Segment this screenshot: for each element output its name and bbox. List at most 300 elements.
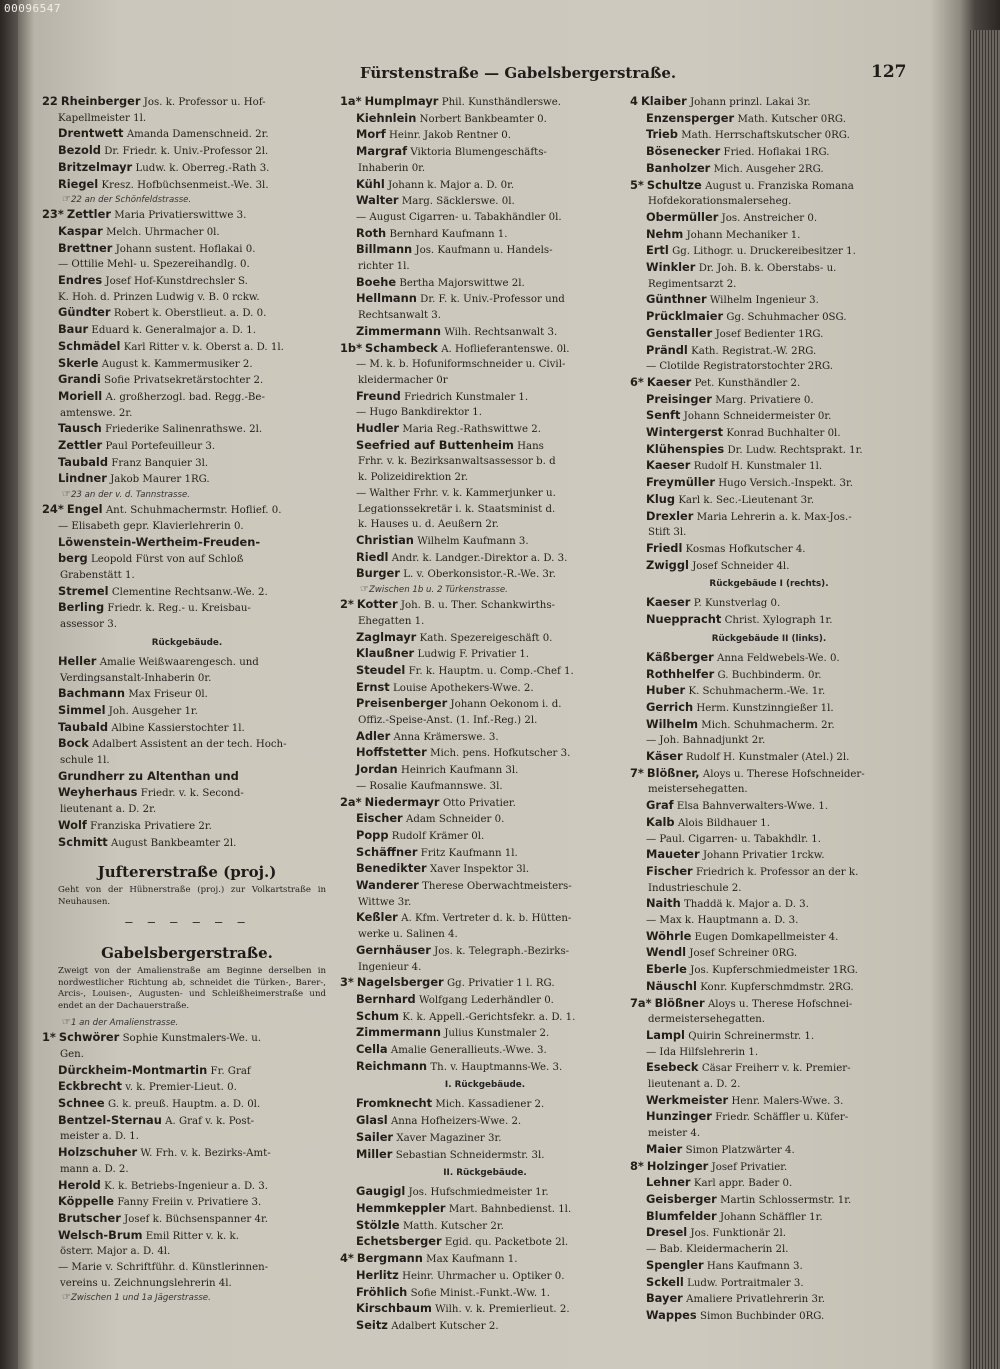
entry-details: Matth. Kutscher 2r. [402, 1220, 504, 1232]
directory-entry [42, 736, 332, 753]
surname: Riedl [356, 549, 389, 564]
surname: Weyherhaus [58, 785, 138, 800]
surname: Heller [58, 653, 97, 668]
surname: Adler [356, 728, 391, 743]
directory-entry [42, 1194, 332, 1211]
directory-entry [42, 1129, 332, 1145]
directory-entry [42, 769, 332, 786]
surname: Enzensperger [646, 110, 735, 125]
entry-details: Industrieschule 2. [648, 882, 742, 894]
entry-details: Quirin Schreinermstr. 1. [688, 1030, 815, 1042]
directory-entry [42, 535, 332, 552]
directory-entry [630, 896, 908, 913]
directory-entry [630, 475, 908, 492]
directory-entry [340, 566, 630, 583]
entry-details: Gg. Privatier 1 l. RG. [446, 978, 555, 990]
entry-details: Marg. Säcklerswe. 0l. [401, 196, 515, 208]
directory-entry [42, 753, 332, 769]
surname: Schäffner [356, 844, 418, 859]
directory-entry [630, 815, 908, 832]
directory-entry [340, 1285, 630, 1302]
directory-entry [42, 177, 332, 194]
entry-details: Karl appr. Bader 0. [693, 1178, 793, 1190]
entry-details: P. Kunstverlag 0. [693, 598, 781, 610]
surname: Holzinger [646, 1158, 709, 1173]
surname: Hellmann [356, 291, 417, 306]
directory-entry [42, 305, 332, 322]
directory-entry [340, 517, 630, 533]
directory-entry [630, 650, 908, 667]
surname: Simmel [58, 702, 106, 717]
directory-entry [42, 290, 332, 306]
page-number: 127 [871, 62, 907, 82]
directory-entry [42, 568, 332, 584]
surname: Lehner [646, 1175, 691, 1190]
directory-entry [340, 1234, 630, 1251]
entry-details: k. Hauses u. d. Aeußern 2r. [358, 519, 499, 531]
entry-details: Maria Reg.-Rathswittwe 2. [402, 424, 541, 436]
directory-entry [630, 667, 908, 684]
entry-details: Melch. Uhrmacher 0l. [106, 226, 220, 238]
entry-details: Henr. Malers-Wwe. 3. [731, 1095, 844, 1107]
entry-details: Ludw. Portraitmaler 3. [687, 1277, 804, 1289]
directory-entry [630, 683, 908, 700]
entry-details: Offiz.-Speise-Anst. (1. Inf.-Reg.) 2l. [358, 715, 538, 727]
surname: Herold [58, 1177, 101, 1192]
entry-details: Wilhelm Ingenieur 3. [709, 295, 819, 307]
directory-entry [340, 713, 630, 729]
surname: Prändl [646, 342, 688, 357]
surname: Rheinberger [60, 94, 141, 108]
surname: Zettler [58, 438, 103, 453]
entry-details: vereins u. Zeichnungslehrerin 4l. [60, 1277, 232, 1289]
directory-entry [42, 502, 332, 519]
directory-entry [630, 127, 908, 144]
directory-entry [42, 356, 332, 373]
entry-details: Wilh. Rechtsanwalt 3. [444, 326, 558, 338]
entry-details: — Marie v. Schriftführ. d. Künstlerinnen- [58, 1262, 269, 1274]
entry-details: — August Cigarren- u. Tabakhändler 0l. [356, 211, 562, 223]
directory-entry [340, 762, 630, 779]
entry-details: Anna Hofheizers-Wwe. 2. [390, 1116, 522, 1128]
surname: Schwörer [58, 1030, 120, 1045]
surname: Bock [58, 736, 89, 751]
entry-details: Sophie Kunstmalers-We. u. [122, 1033, 262, 1045]
directory-entry [42, 257, 332, 273]
directory-entry [630, 343, 908, 360]
entry-details: Joh. Ausgeher 1r. [108, 705, 198, 717]
entry-details: Friedrich k. Professor an der k. [695, 866, 859, 878]
directory-entry [630, 94, 908, 111]
entry-details: Maria Lehrerin a. k. Max-Jos.- [696, 511, 852, 523]
surname: Gernhäuser [356, 942, 431, 957]
directory-entry [630, 408, 908, 425]
directory-entry [42, 126, 332, 143]
street-description: Geht von der Hübnerstraße (proj.) zur Volkartstraße in Neuhausen. [58, 885, 326, 907]
directory-entry [630, 1175, 908, 1192]
entry-details: Martin Schlossermstr. 1r. [720, 1195, 852, 1206]
surname: Gerrich [646, 699, 694, 714]
surname: Taubald [58, 719, 108, 734]
surname: Wendl [646, 945, 687, 960]
entry-details: Hugo Versich.-Inspekt. 3r. [718, 478, 853, 490]
directory-entry [630, 309, 908, 326]
surname: Kaeser [646, 374, 692, 389]
entry-details: Grabenstätt 1. [60, 569, 135, 581]
directory-entry [340, 646, 630, 663]
surname: Roth [356, 225, 387, 240]
directory-entry [630, 260, 908, 277]
entry-details: Wolfgang Lederhändler 0. [419, 994, 554, 1006]
entry-details: — Ottilie Mehl- u. Spezereihandlg. 0. [58, 259, 250, 271]
directory-entry [42, 1276, 332, 1292]
surname: Prücklmaier [646, 309, 724, 324]
entry-details: Aloys u. Therese Hofschnei- [707, 998, 853, 1010]
entry-details: Jos. Anstreicher 0. [721, 212, 818, 224]
surname: Geisberger [646, 1192, 717, 1206]
house-number: 4 [630, 94, 638, 108]
directory-entry [630, 782, 908, 798]
entry-details: Jos. Kupferschmiedmeister 1RG. [690, 965, 858, 977]
entry-details: kleidermacher 0r [358, 374, 448, 386]
entry-details: — Rosalie Kaufmannswe. 3l. [356, 780, 503, 792]
directory-entry [630, 161, 908, 178]
entry-details: Johann Schäffler 1r. [719, 1211, 823, 1223]
directory-entry [630, 1308, 908, 1325]
directory-entry [630, 798, 908, 815]
page-id-label: 00096547 [4, 2, 61, 15]
entry-details: Rudolf H. Kunstmaler 1l. [693, 461, 823, 473]
surname: Billmann [356, 242, 413, 257]
directory-entry [630, 1109, 908, 1126]
entry-details: Mart. Bahnbedienst. 1l. [448, 1204, 572, 1215]
entry-details: Wittwe 3r. [358, 896, 412, 908]
entry-details: Rechtsanwalt 3. [358, 310, 442, 322]
surname: Bösenecker [646, 144, 721, 159]
entry-details: Amalie Generallieuts.-Wwe. 3. [390, 1045, 547, 1057]
entry-details: Anna Feldwebels-We. 0. [717, 652, 840, 664]
directory-entry [340, 895, 630, 911]
entry-details: Viktoria Blumengeschäfts- [410, 147, 547, 159]
directory-entry [630, 541, 908, 558]
entry-details: Fritz Kaufmann 1l. [420, 847, 518, 859]
directory-entry [340, 795, 630, 812]
directory-entry [42, 1047, 332, 1063]
directory-entry [340, 193, 630, 210]
surname: Banholzer [646, 160, 711, 175]
surname: Preisinger [646, 391, 712, 406]
directory-entry [630, 1291, 908, 1308]
entry-details: — Elisabeth gepr. Klavierlehrerin 0. [58, 520, 244, 532]
house-number: 1a* [340, 94, 362, 108]
entry-details: schule 1l. [60, 755, 110, 767]
directory-entry [42, 455, 332, 472]
entry-details: Kath. Registrat.-W. 2RG. [691, 345, 817, 357]
directory-entry [340, 1009, 630, 1026]
separator-dashes: — — — — — — [125, 915, 249, 930]
directory-entry [340, 943, 630, 960]
entry-details: Andr. k. Landger.-Direktor a. D. 3. [391, 552, 568, 564]
directory-entry [630, 326, 908, 343]
directory-entry [340, 470, 630, 486]
entry-details: Mich. Kassadiener 2. [435, 1099, 545, 1111]
surname: Echetsberger [356, 1234, 442, 1249]
surname: Baur [58, 322, 89, 337]
surname: Freund [356, 388, 401, 403]
entry-details: Bernhard Kaufmann 1. [389, 228, 508, 240]
entry-details: Adam Schneider 0. [405, 814, 505, 826]
surname: Fröhlich [356, 1284, 408, 1299]
directory-entry [340, 94, 630, 111]
entry-details: Johann Schneidermeister 0r. [683, 411, 832, 423]
directory-entry [42, 273, 332, 290]
entry-details: Stift 3l. [648, 527, 687, 539]
surname: Schnee [58, 1096, 105, 1111]
directory-entry [630, 700, 908, 717]
entry-details: Karl k. Sec.-Lieutenant 3r. [678, 494, 815, 506]
surname: Schum [356, 1008, 400, 1023]
surname: Kalb [646, 814, 675, 829]
entry-details: richter 1l. [358, 261, 410, 273]
entry-details: Ingenieur 4. [358, 961, 422, 973]
directory-entry [42, 241, 332, 258]
surname: Glasl [356, 1113, 388, 1128]
directory-entry [42, 1162, 332, 1178]
cross-street-note: ☞ 22 an der Schönfeldstrasse. [42, 193, 332, 207]
directory-entry [42, 1211, 332, 1228]
directory-entry [42, 519, 332, 535]
surname: Britzelmayr [58, 159, 133, 174]
directory-entry [340, 308, 630, 324]
surname: Fromknecht [356, 1096, 433, 1111]
entry-details: Herm. Kunstzinngießer 1l. [696, 702, 834, 714]
entry-details: amtenswe. 2r. [60, 407, 133, 419]
surname: Kaspar [58, 223, 103, 238]
street-heading: Juftererstraße (proj.) [97, 863, 277, 882]
directory-entry [630, 1142, 908, 1159]
directory-entry [42, 1178, 332, 1195]
directory-entry [42, 438, 332, 455]
directory-entry [340, 696, 630, 713]
surname: Eckbrecht [58, 1079, 122, 1094]
entry-details: Maria Privatierswittwe 3. [114, 210, 247, 222]
surname: Graf [646, 798, 674, 813]
directory-entry [340, 1130, 630, 1147]
surname: Rothhelfer [646, 666, 715, 681]
surname: Bergmann [356, 1251, 423, 1266]
directory-entry [42, 600, 332, 617]
surname: Esebeck [646, 1060, 699, 1075]
entry-details: Kresz. Hofbüchsenmeist.-We. 3l. [101, 179, 269, 191]
directory-entry [630, 1126, 908, 1142]
directory-entry [42, 111, 332, 127]
surname: Ertl [646, 243, 669, 258]
surname: Löwenstein-Wertheim-Freuden- [58, 534, 261, 549]
directory-entry [630, 210, 908, 227]
running-header [340, 60, 907, 88]
directory-entry [340, 405, 630, 421]
entry-details: August k. Kammermusiker 2. [101, 358, 253, 370]
entry-details: Ehegatten 1. [358, 615, 425, 627]
entry-details: Gen. [60, 1048, 84, 1060]
entry-details: Mich. pens. Hofkutscher 3. [430, 748, 571, 760]
entry-details: Amanda Damenschneid. 2r. [126, 129, 269, 141]
house-number: 6* [630, 374, 644, 389]
surname: Hoffstetter [356, 745, 427, 760]
entry-details: Emil Ritter v. k. k. [145, 1230, 239, 1242]
directory-entry [630, 612, 908, 629]
surname: Winkler [646, 260, 696, 275]
entry-details: Ludwig F. Privatier 1. [417, 649, 530, 661]
entry-details: Karl Ritter v. k. Oberst a. D. 1l. [123, 341, 284, 353]
entry-details: Pet. Kunsthändler 2. [694, 377, 801, 389]
entry-details: Hans Kaufmann 3. [706, 1260, 803, 1272]
entry-details: Johann Mechaniker 1. [686, 229, 801, 241]
entry-details: Friedr. k. Reg.- u. Kreisbau- [107, 603, 251, 615]
entry-details: Gg. Lithogr. u. Druckereibesitzer 1. [672, 246, 856, 258]
surname: Welsch-Brum [58, 1227, 143, 1242]
surname: Eberle [646, 962, 687, 977]
entry-details: Marg. Privatiere 0. [715, 394, 814, 406]
surname: Nueppracht [646, 612, 722, 627]
directory-entry [630, 558, 908, 575]
directory-entry [42, 802, 332, 818]
directory-entry [630, 847, 908, 864]
surname: Seitz [356, 1317, 388, 1332]
directory-entry [42, 143, 332, 160]
entry-details: Egid. qu. Packetbote 2l. [444, 1237, 569, 1249]
surname: Kaeser [646, 595, 691, 610]
directory-entry [630, 749, 908, 766]
surname: Käser [646, 749, 683, 764]
directory-entry [340, 597, 630, 614]
cross-street-note: ☞ 23 an der v. d. Tannstrasse. [42, 488, 332, 502]
surname: Kiehnlein [356, 110, 417, 125]
directory-entry [42, 1228, 332, 1245]
directory-entry [340, 502, 630, 518]
directory-entry [42, 1079, 332, 1096]
entry-details: Franz Banquier 3l. [111, 457, 209, 469]
directory-entry [42, 339, 332, 356]
surname: Cella [356, 1042, 388, 1057]
directory-entry [630, 1242, 908, 1258]
directory-entry [42, 372, 332, 389]
surname: Miller [356, 1146, 393, 1161]
entry-details: Josef Hof-Kunstdrechsler S. [105, 276, 248, 288]
surname: Christian [356, 532, 414, 547]
directory-entry [630, 359, 908, 375]
surname: berg [58, 551, 88, 566]
entry-details: L. v. Oberkonsistor.-R.-We. 3r. [403, 569, 556, 581]
surname: Tausch [58, 421, 102, 436]
entry-details: Fanny Freiin v. Privatiere 3. [117, 1197, 262, 1209]
entry-details: österr. Major a. D. 4l. [60, 1246, 171, 1258]
directory-entry [340, 1268, 630, 1285]
surname: Trieb [646, 127, 678, 142]
directory-entry [340, 357, 630, 373]
surname: Günthner [646, 292, 707, 307]
directory-entry [340, 177, 630, 194]
surname: Huber [646, 683, 686, 698]
entry-details: Josef k. Büchsenspanner 4r. [124, 1213, 268, 1225]
directory-entry [42, 207, 332, 224]
entry-details: — Joh. Bahnadjunkt 2r. [646, 735, 766, 747]
entry-details: Jos. Kaufmann u. Handels- [415, 245, 553, 257]
surname: Popp [356, 827, 389, 842]
surname: Herlitz [356, 1267, 399, 1282]
entry-details: Albine Kassierstochter 1l. [111, 722, 245, 734]
directory-entry [630, 392, 908, 409]
directory-entry [630, 509, 908, 526]
entry-details: — Paul. Cigarren- u. Tabakhdlr. 1. [646, 833, 822, 845]
surname: Käßberger [646, 649, 714, 664]
directory-entry [630, 1093, 908, 1110]
entry-details: Simon Buchbinder 0RG. [699, 1310, 825, 1322]
surname: Benedikter [356, 861, 427, 876]
column-middle [340, 94, 630, 1335]
entry-details: Hofdekorationsmalerseheg. [648, 196, 792, 208]
directory-entry [340, 878, 630, 895]
directory-entry [630, 1028, 908, 1045]
surname: Nagelsberger [356, 975, 444, 990]
entry-details: — Walther Frhr. v. k. Kammerjunker u. [356, 487, 556, 499]
entry-details: Rudolf H. Kunstmaler (Atel.) 2l. [685, 752, 850, 764]
surname: Näuschl [646, 978, 697, 993]
directory-entry [340, 729, 630, 746]
directory-entry [42, 224, 332, 241]
directory-entry [42, 720, 332, 737]
entry-details: Max Friseur 0l. [128, 689, 208, 701]
directory-entry [340, 242, 630, 259]
surname: Brettner [58, 240, 113, 255]
surname: Riegel [58, 176, 99, 191]
directory-entry [630, 962, 908, 979]
directory-entry [630, 1192, 908, 1209]
directory-entry [42, 94, 332, 111]
house-number: 7* [630, 765, 644, 780]
surname: Taubald [58, 454, 108, 469]
surname: Senft [646, 408, 681, 423]
directory-entry [630, 1225, 908, 1242]
entry-details: Max Kaufmann 1. [426, 1254, 518, 1266]
surname: Blößner, [646, 765, 700, 780]
cross-street-note: ☞ 1 an der Amalienstrasse. [42, 1016, 332, 1030]
surname: Schmitt [58, 834, 108, 849]
entry-details: A. großherzogl. bad. Regg.-Be- [105, 391, 265, 403]
entry-details: meister a. D. 1. [60, 1131, 139, 1143]
surname: Blumfelder [646, 1208, 717, 1223]
directory-entry [340, 259, 630, 275]
entry-details: Simon Platzwärter 4. [685, 1144, 795, 1156]
directory-entry [340, 1113, 630, 1130]
surname: Wöhrle [646, 928, 692, 943]
surname: Klug [646, 491, 675, 506]
directory-entry [630, 929, 908, 946]
entry-details: Josef Bedienter 1RG. [715, 328, 824, 340]
entry-details: Friederike Salinenrathswe. 2l. [105, 424, 263, 436]
entry-details: Eugen Domkapellmeister 4. [694, 931, 839, 943]
entry-details: Leopold Fürst von auf Schloß [90, 554, 244, 566]
entry-details: Frhr. v. k. Bezirksanwaltsassessor b. d [358, 456, 556, 468]
surname: Friedl [646, 540, 683, 555]
directory-entry [42, 584, 332, 601]
directory-entry [340, 927, 630, 943]
directory-entry [340, 630, 630, 647]
entry-details: Thaddä k. Major a. D. 3. [684, 899, 809, 911]
directory-entry [630, 1060, 908, 1077]
directory-entry [42, 1244, 332, 1260]
surname: Walter [356, 193, 399, 208]
